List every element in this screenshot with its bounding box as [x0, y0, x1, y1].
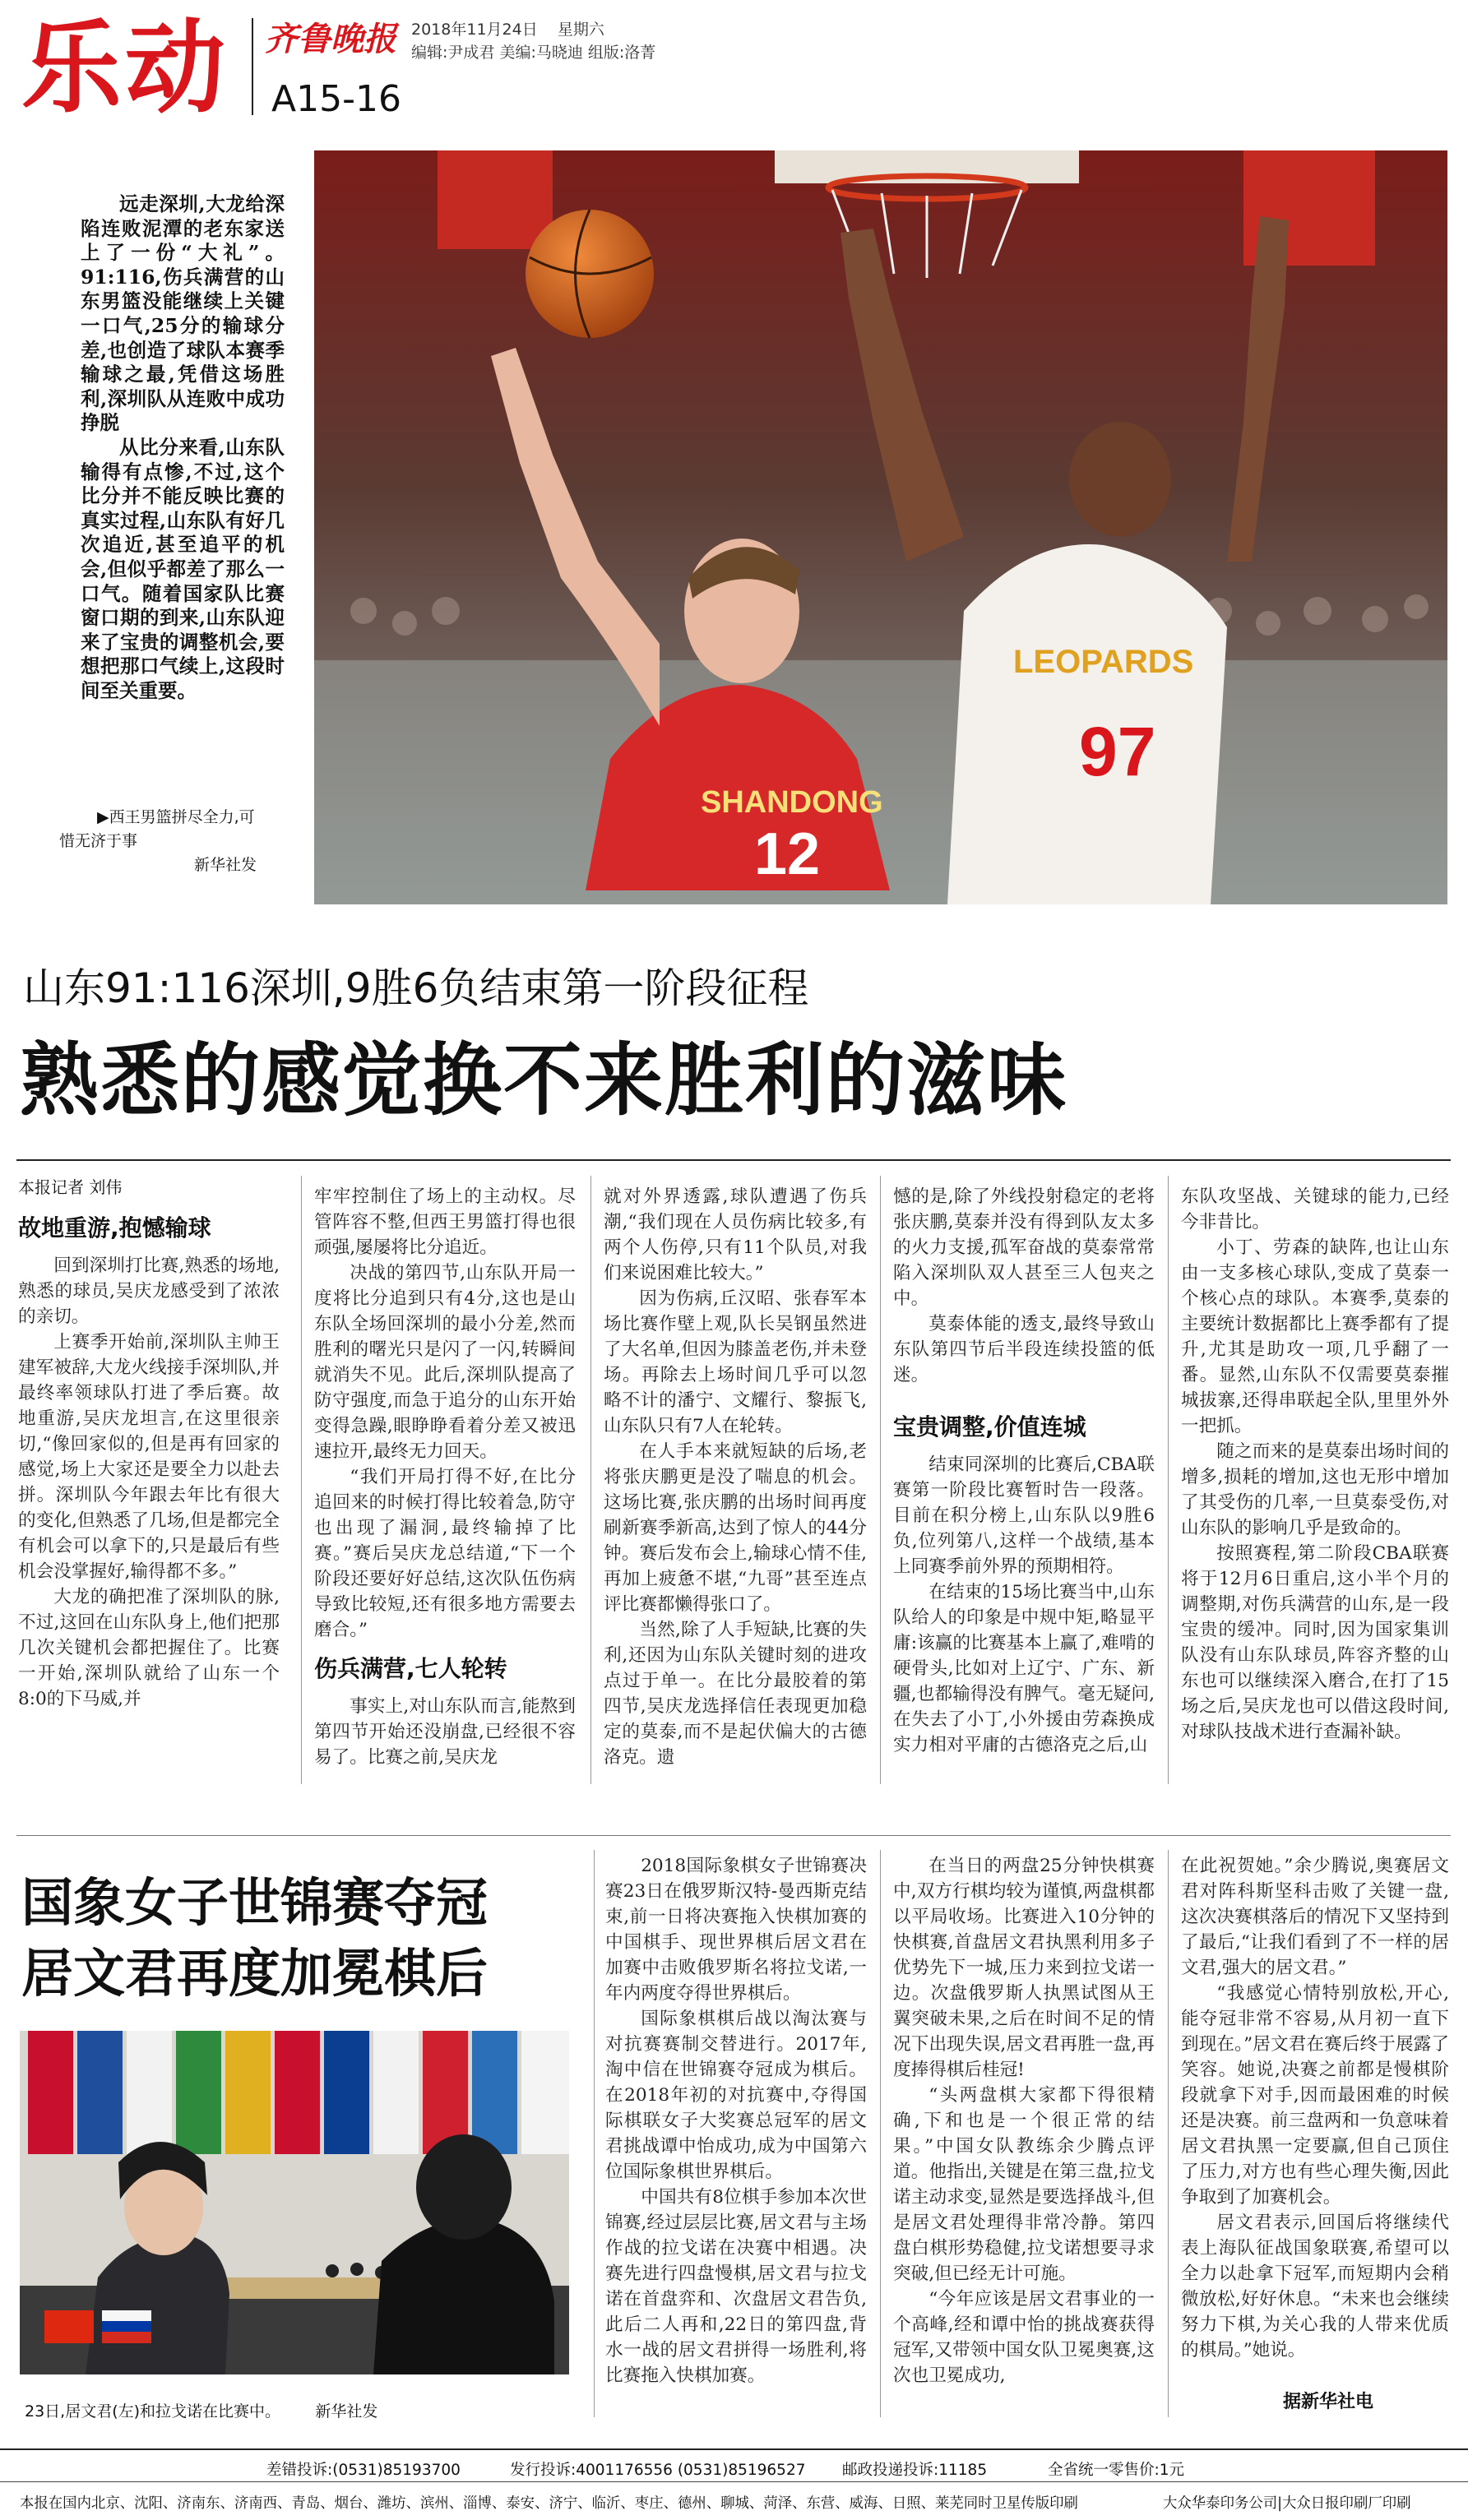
paragraph: 按照赛程,第二阶段CBA联赛将于12月6日重启,这小半个月的调整期,对伤兵满营的山东,是一段宝贵的缓冲。同时,因为国家集训队没有山东队球员,阵容齐整的山东也可以继续深入磨合,在打了15场之后,吴庆龙也可以借这段时间,对球队技战术进行查漏补缺。: [1181, 1543, 1449, 1742]
article-column: [893, 1184, 1155, 1784]
footer-price: 全省统一零售价:1元: [1048, 2462, 1185, 2479]
column-divider: [880, 1850, 881, 2417]
paragraph: 居文君表示,回国后将继续代表上海队征战国象联赛,希望可以全力以赴拿下冠军,而短期内会稍微放松,好好休息。“未来也会继续努力下棋,为关心我的人带来优质的棋局。”她说。: [1181, 2213, 1449, 2360]
paragraph: 当然,除了人手短缺,比赛的失利,还因为山东队关键时刻的进攻点过于单一。在比分最胶着的第四节,吴庆龙选择信任表现更加稳定的莫泰,而不是起伏偏大的古德洛克。遗: [604, 1620, 867, 1768]
jersey-left-number: 12: [754, 821, 821, 887]
paragraph: “今年应该是居文君事业的一个高峰,经和谭中怡的挑战赛获得冠军,又带领中国女队卫冕奥赛,这次也卫冕成功,: [893, 2289, 1155, 2386]
paragraph: 2018国际象棋女子世锦赛决赛23日在俄罗斯汉特-曼西斯克结束,前一日将决赛拖入快棋加赛的中国棋手、现世界棋后居文君在加赛中击败俄罗斯名将拉戈诺,一年内两度夺得世界棋后。: [605, 1856, 867, 2004]
section-heading: 故地重游,抱憾输球: [18, 1214, 211, 1242]
footer-printing-cities: 本报在国内北京、沈阳、济南东、济南西、青岛、烟台、潍坊、滨州、淄博、泰安、济宁、临沂、枣庄、德州、聊城、菏泽、东营、威海、日照、莱芜同时卫星传版印刷: [20, 2495, 1078, 2512]
section-title: 乐动: [21, 10, 229, 127]
article-column: [605, 1853, 867, 2412]
paragraph: “头两盘棋大家都下得很精确,下和也是一个很正常的结果。”中国女队教练余少腾点评道。他指出,关键是在第三盘,拉戈诺主动求变,显然是要选择战斗,但是居文君处理得非常冷静。第四盘白棋形势稳健,拉戈诺想要寻求突破,但已经无计可施。: [893, 2085, 1155, 2284]
column-divider: [301, 1176, 302, 1784]
footer-distribution: 发行投诉:4001176556 (0531)85196527: [510, 2462, 806, 2479]
article-column: [1181, 1853, 1449, 2388]
article-column: [18, 1202, 280, 1784]
paragraph: 在当日的两盘25分钟快棋赛中,双方行棋均较为谨慎,两盘棋都以平局收场。比赛进入10分钟的快棋赛,首盘居文君执黑利用多子优势先下一城,压力来到拉戈诺一边。次盘俄罗斯人执黑试图从王翼突破未果,之后在时间不足的情况下出现失误,居文君再胜一盘,再度捧得棋后桂冠!: [893, 1856, 1155, 2080]
section-heading: 宝贵调整,价值连城: [893, 1413, 1086, 1440]
footer-rule: [0, 2448, 1468, 2450]
paragraph: 国际象棋棋后战以淘汰赛与对抗赛赛制交替进行。2017年,淘中信在世锦赛夺冠成为棋后。在2018年初的对抗赛中,夺得国际棋联女子大奖赛总冠军的居文君挑战谭中怡成功,成为中国第六位国际象棋世界棋后。: [605, 2009, 867, 2182]
article-subheadline: 山东91:116深圳,9胜6负结束第一阶段征程: [23, 964, 809, 1012]
paragraph: “我们开局打得不好,在比分追回来的时候打得比较着急,防守也出现了漏洞,最终输掉了比赛。”赛后吴庆龙总结道,“下一个阶段还要好好总结,这次队伍伤病导致比较短,还有很多地方需要去磨合。”: [314, 1467, 576, 1640]
footer-postal: 邮政投递投诉:11185: [842, 2462, 988, 2479]
chess-photo-credit: 新华社发: [315, 2402, 378, 2421]
paragraph: 在此祝贺她。”余少腾说,奥赛居文君对阵科斯坚科击败了关键一盘,这次决赛棋落后的情况下又坚持到了最后,“让我们看到了不一样的居文君,强大的居文君。”: [1181, 1856, 1449, 1978]
section-rule: [16, 1835, 1451, 1836]
article-column: [604, 1184, 867, 1784]
section-heading: 伤兵满营,七人轮转: [314, 1655, 507, 1682]
chess-headline-line: 国象女子世锦赛夺冠: [21, 1873, 488, 1933]
chess-photo: [20, 2031, 569, 2374]
photo-caption-text: ▶西王男篮拼尽全力,可惜无济于事: [59, 808, 255, 850]
paragraph: 中国共有8位棋手参加本次世锦赛,经过层层比赛,居文君与主场作战的拉戈诺在决赛中相遇。决赛先进行四盘慢棋,居文君与拉戈诺在首盘弈和、次盘居文君告负,此后二人再和,22日的第四盘,背水一战的居文君拼得一场胜利,将比赛拖入快棋加赛。: [605, 2187, 867, 2386]
column-divider: [590, 1176, 591, 1784]
page-numbers: A15-16: [271, 78, 401, 120]
paragraph: 莫泰体能的透支,最终导致山东队第四节后半段连续投篮的低迷。: [893, 1314, 1155, 1385]
paragraph: 憾的是,除了外线投射稳定的老将张庆鹏,莫泰并没有得到队友太多的火力支援,孤军奋战的莫泰常常陷入深圳队双人甚至三人包夹之中。: [893, 1186, 1155, 1309]
article-column: [893, 1853, 1155, 2412]
paragraph: 在结束的15场比赛当中,山东队给人的印象是中规中矩,略显平庸:该赢的比赛基本上赢了,难啃的硬骨头,比如对上辽宁、广东、新疆,也都输得没有脾气。毫无疑问,在失去了小丁,小外援由劳森换成实力相对平庸的古德洛克之后,山: [893, 1582, 1155, 1755]
footer-printer: 大众华泰印务公司|大众日报印刷厂印刷: [1163, 2495, 1411, 2512]
masthead-divider: [252, 18, 253, 115]
jersey-right-number: 97: [1079, 713, 1156, 790]
paragraph: 在人手本来就短缺的后场,老将张庆鹏更是没了喘息的机会。这场比赛,张庆鹏的出场时间再度刷新赛季新高,达到了惊人的44分钟。赛后发布会上,输球心情不佳,再加上疲惫不堪,“九哥”甚至连点评比赛都懒得张口了。: [604, 1441, 867, 1615]
chess-headline-line: 居文君再度加冕棋后: [21, 1944, 488, 2004]
chess-photo-illustration: [20, 2031, 569, 2374]
issue-date: 2018年11月24日: [411, 21, 538, 39]
lead-paragraph: 从比分来看,山东队输得有点惨,不过,这个比分并不能反映比赛的真实过程,山东队有好几次追近,甚至追平的机会,但似乎都差了那么一口气。随着国家队比赛窗口期的到来,山东队迎来了宝贵的调整机会,要想把那口气续上,这段时间至关重要。: [81, 435, 285, 702]
column-divider: [880, 1176, 881, 1784]
paragraph: 因为伤病,丘汉昭、张春军本场比赛作壁上观,队长吴钢虽然进了大名单,但因为膝盖老伤,并未登场。再除去上场时间几乎可以忽略不计的潘宁、文耀行、黎振飞,山东队只有7人在轮转。: [604, 1288, 867, 1436]
editors-line: 编辑:尹成君 美编:马晓迪 组版:洛菁: [411, 44, 656, 62]
paragraph: 东队攻坚战、关键球的能力,已经今非昔比。: [1181, 1186, 1449, 1232]
byline: 本报记者 刘伟: [18, 1177, 123, 1197]
article-column: [1181, 1184, 1449, 1784]
paragraph: 小丁、劳森的缺阵,也让山东由一支多核心球队,变成了莫泰一个核心点的球队。本赛季,莫泰的主要统计数据都比上赛季都有了提升,尤其是助攻一项,几乎翻了一番。显然,山东队不仅需要莫泰摧城拔寨,还得串联起全队,里里外外一把抓。: [1181, 1237, 1449, 1436]
column-divider: [594, 1850, 595, 2417]
paragraph: 牢牢控制住了场上的主动权。尽管阵容不整,但西王男篮打得也很顽强,屡屡将比分追近。: [314, 1186, 576, 1258]
paragraph: 上赛季开始前,深圳队主帅王建军被辞,大龙火线接手深圳队,并最终率领球队打进了季后赛。故地重游,吴庆龙坦言,在这里很亲切,“像回家似的,但是再有回家的感觉,场上大家还是要全力以赴去拼。深圳队今年跟去年比有很大的变化,但熟悉了几场,但是都完全有机会可以拿下的,只是最后有些机会没掌握好,输得都不多。”: [18, 1332, 280, 1582]
column-divider: [1168, 1850, 1169, 2417]
paragraph: 随之而来的是莫泰出场时间的增多,损耗的增加,这也无形中增加了其受伤的几率,一旦莫泰受伤,对山东队的影响几乎是致命的。: [1181, 1441, 1449, 1538]
paragraph: 回到深圳打比赛,熟悉的场地,熟悉的球员,吴庆龙感受到了浓浓的亲切。: [18, 1255, 280, 1327]
photo-credit: 新华社发: [193, 856, 257, 874]
footer-rule: [0, 2481, 1468, 2482]
paragraph: 大龙的确把准了深圳队的脉,不过,这回在山东队身上,他们把那几次关键机会都把握住了。比赛一开始,深圳队就给了山东一个8:0的下马威,并: [18, 1587, 280, 1709]
paragraph: 就对外界透露,球队遭遇了伤兵潮,“我们现在人员伤病比较多,有两个人伤停,只有11个队员,对我们来说困难比较大。”: [604, 1186, 867, 1283]
article-headline: 熟悉的感觉换不来胜利的滋味: [20, 1034, 1067, 1126]
lead-paragraph: 远走深圳,大龙给深陷连败泥潭的老东家送上了一份“大礼”。91:116,伤兵满营的山东男篮没能继续上关键一口气,25分的输球分差,也创造了球队本赛季输球之最,凭借这场胜利,深圳队从连败中成功挣脱: [81, 192, 285, 435]
paragraph: 决战的第四节,山东队开局一度将比分追到只有4分,这也是山东队全场回深圳的最小分差,然而胜利的曙光只是闪了一闪,转瞬间就消失不见。此后,深圳队提高了防守强度,而急于追分的山东开始变得急躁,眼睁睁看着分差又被迅速拉开,最终无力回天。: [314, 1263, 576, 1462]
paper-logo: 齐鲁晚报: [265, 20, 396, 58]
issue-weekday: 星期六: [557, 21, 604, 39]
masthead-meta: [411, 18, 655, 64]
chess-photo-caption: [25, 2399, 377, 2421]
paragraph: “我感觉心情特别放松,开心,能夺冠非常不容易,从月初一直下到现在。”居文君在赛后终于展露了笑容。她说,决赛之前都是慢棋阶段就拿下对手,因而最困难的时候还是决赛。前三盘两和一负意味着居文君执黑一定要赢,但自己顶住了压力,对方也有些心理失衡,因此争取到了加赛机会。: [1181, 1983, 1449, 2208]
jersey-left-name: SHANDONG: [701, 785, 883, 820]
photo-caption: [59, 806, 257, 877]
paragraph: 事实上,对山东队而言,能熬到第四节开始还没崩盘,已经很不容易了。比赛之前,吴庆龙: [314, 1696, 576, 1768]
basketball-photo: [314, 150, 1447, 904]
jersey-right-name: LEOPARDS: [1013, 644, 1194, 680]
lead-text: [81, 192, 285, 703]
column-divider: [1168, 1176, 1169, 1784]
chess-headline: [21, 1868, 488, 2009]
paragraph: 结束同深圳的比赛后,CBA联赛第一阶段比赛暂时告一段落。目前在积分榜上,山东队以9胜6负,位列第八,这样一个战绩,基本上同赛季前外界的预期相符。: [893, 1454, 1155, 1577]
basketball-photo-illustration: [314, 150, 1447, 904]
headline-rule: [16, 1159, 1451, 1161]
article-column: [314, 1184, 576, 1784]
footer-complaints: 差错投诉:(0531)85193700: [266, 2462, 461, 2479]
chess-photo-caption-text: 23日,居文君(左)和拉戈诺在比赛中。: [25, 2402, 281, 2421]
wire-credit: 据新华社电: [1283, 2392, 1374, 2412]
